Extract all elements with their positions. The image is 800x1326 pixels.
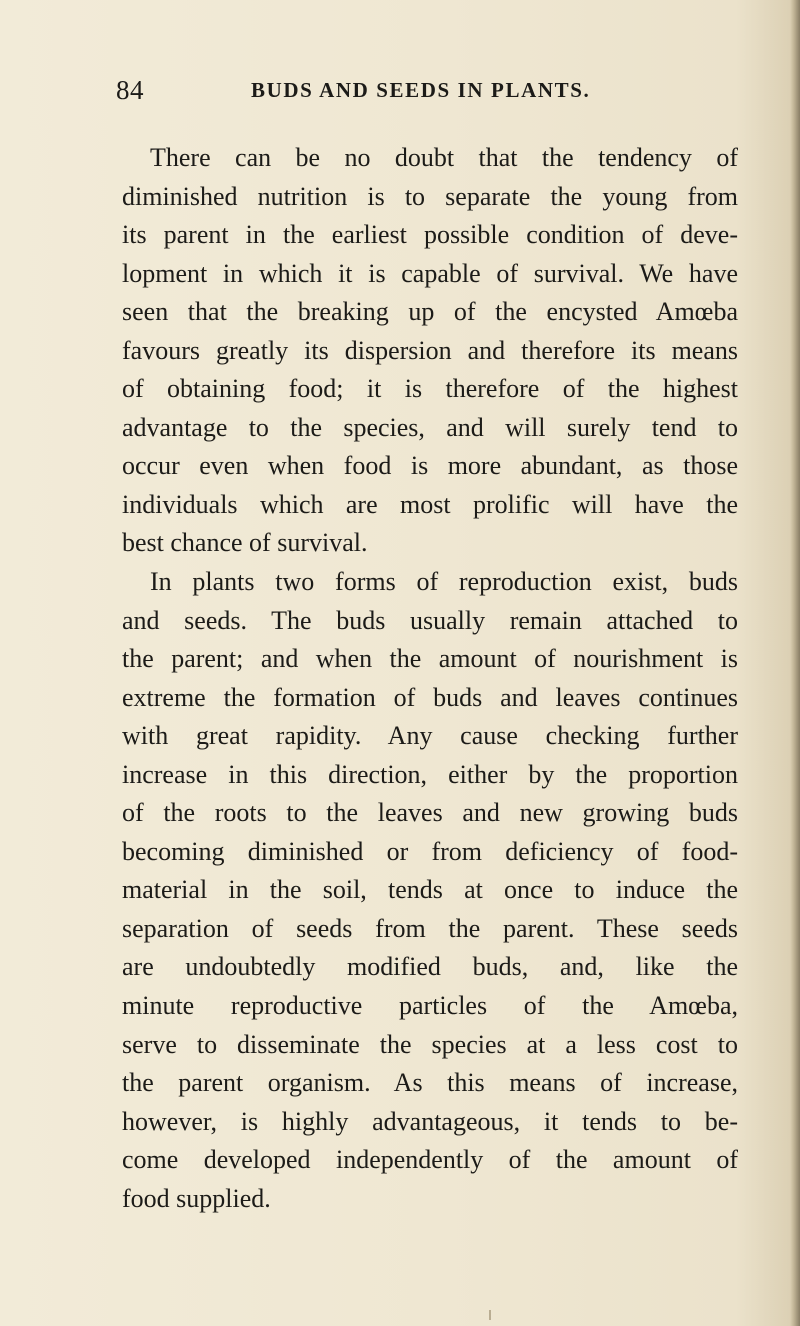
text-line: occur even when food is more abundant, as those	[122, 451, 738, 481]
text-line: its parent in the earliest possible condition of deve-	[122, 220, 738, 250]
text-line: material in the soil, tends at once to induce the	[122, 875, 738, 905]
text-line: food supplied.	[122, 1183, 271, 1213]
paper-speck	[489, 1310, 491, 1320]
text-line: favours greatly its dispersion and therefore its means	[122, 335, 738, 365]
body-text	[122, 139, 738, 1218]
text-line: and seeds. The buds usually remain attached to	[122, 605, 738, 635]
text-line: are undoubtedly modified buds, and, like the	[122, 952, 738, 982]
text-line: individuals which are most prolific will have the	[122, 489, 738, 519]
text-line: with great rapidity. Any cause checking further	[122, 721, 738, 751]
running-title: BUDS AND SEEDS IN PLANTS.	[251, 78, 591, 102]
text-line: serve to disseminate the species at a less cost to	[122, 1029, 738, 1059]
text-line: separation of seeds from the parent. These seeds	[122, 913, 738, 943]
text-line: In plants two forms of reproduction exist, buds	[150, 567, 738, 597]
text-line: increase in this direction, either by the proportion	[122, 759, 738, 789]
text-line: of the roots to the leaves and new growing buds	[122, 798, 738, 828]
text-line: minute reproductive particles of the Amœba,	[122, 991, 738, 1021]
text-line: advantage to the species, and will surely tend to	[122, 412, 738, 442]
text-line: diminished nutrition is to separate the young from	[122, 181, 738, 211]
text-line: however, is highly advantageous, it tends to be-	[122, 1106, 738, 1136]
text-line: seen that the breaking up of the encysted Amœba	[122, 297, 738, 327]
text-line: lopment in which it is capable of survival. We have	[122, 258, 738, 288]
running-head	[116, 70, 738, 110]
page-number: 84	[116, 75, 144, 105]
text-line: becoming diminished or from deficiency of food-	[122, 836, 738, 866]
text-line: best chance of survival.	[122, 528, 368, 558]
text-line: the parent; and when the amount of nourishment is	[122, 644, 738, 674]
text-line: extreme the formation of buds and leaves continues	[122, 682, 738, 712]
text-line: of obtaining food; it is therefore of the highest	[122, 374, 738, 404]
text-line: come developed independently of the amount of	[122, 1145, 738, 1175]
text-line: the parent organism. As this means of increase,	[122, 1068, 738, 1098]
text-line: There can be no doubt that the tendency of	[150, 143, 738, 172]
page-edge-shadow	[790, 0, 800, 1326]
